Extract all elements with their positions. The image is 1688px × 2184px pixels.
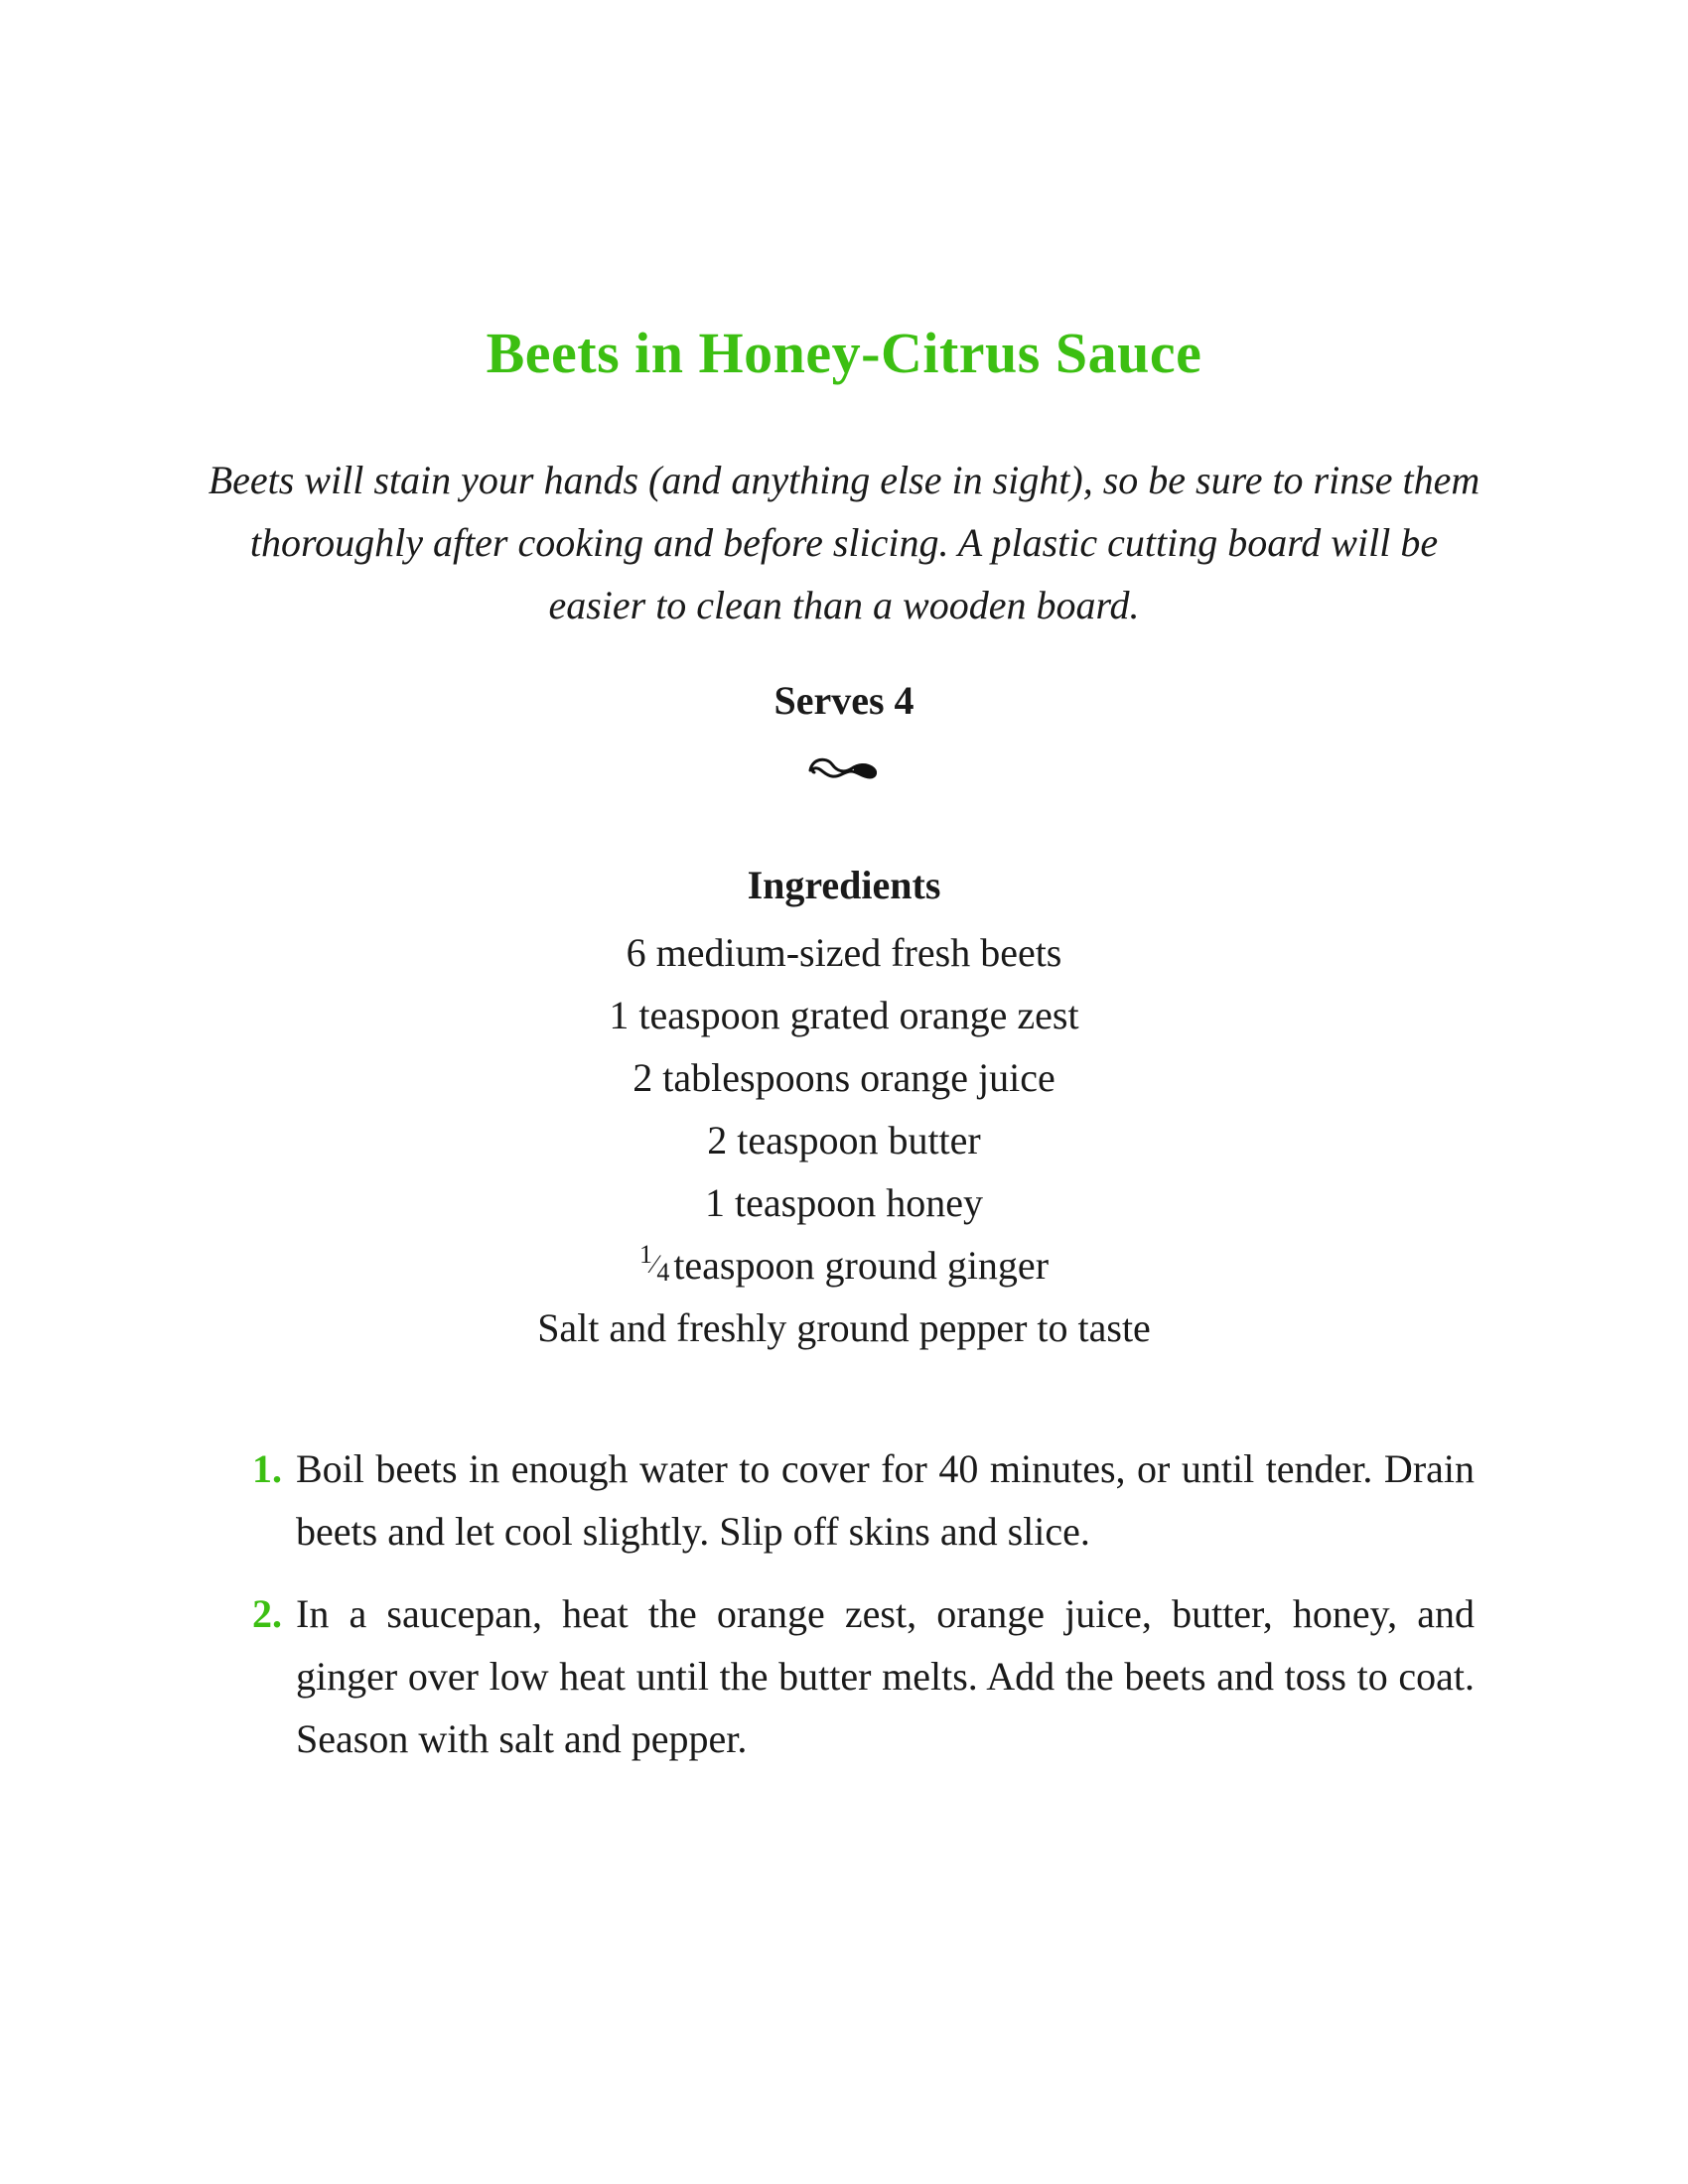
step-number: 1. [252, 1446, 282, 1491]
ingredient-text: Salt and freshly ground pepper to taste [537, 1305, 1151, 1350]
ingredient-text: teaspoon ground ginger [673, 1243, 1050, 1288]
instruction-step [248, 1437, 1475, 1563]
ingredients-heading: Ingredients [747, 863, 941, 907]
step-text: Boil beets in enough water to cover for 40 minutes, or until tender. Drain beets and let cool slightly. Slip off skins and slice. [296, 1446, 1475, 1554]
ingredient-text: 2 tablespoons orange juice [633, 1055, 1055, 1100]
ingredient-item [0, 1046, 1688, 1109]
fraction-numerator: 1 [638, 1240, 652, 1269]
ingredient-item [0, 921, 1688, 984]
ingredient-item [0, 1109, 1688, 1171]
ingredient-text: 6 medium-sized fresh beets [626, 930, 1062, 975]
step-number: 2. [252, 1591, 282, 1636]
instruction-step [248, 1582, 1475, 1770]
ingredient-text: 2 teaspoon butter [707, 1118, 981, 1162]
ingredients-list [0, 921, 1688, 1359]
recipe-title: Beets in Honey-Citrus Sauce [486, 321, 1202, 385]
ingredient-text: 1 teaspoon grated orange zest [609, 993, 1079, 1037]
fraction-slash: ⁄ [651, 1250, 657, 1279]
serves-label: Serves 4 [774, 678, 914, 723]
swash-ornament-icon [804, 747, 884, 786]
ingredient-item [0, 984, 1688, 1046]
fraction-denominator: 4 [656, 1258, 670, 1287]
ingredient-item [0, 1171, 1688, 1234]
ingredient-item [0, 1297, 1688, 1359]
ingredient-item [0, 1234, 1688, 1297]
instructions-list [248, 1437, 1475, 1790]
quarter-fraction [639, 1242, 669, 1286]
ingredient-text: 1 teaspoon honey [705, 1180, 983, 1225]
recipe-intro: Beets will stain your hands (and anything else in sight), so be sure to rinse them thoroughly after cooking and before slicing. A plastic cutting board will be easier to clean than a wooden board. [208, 458, 1480, 627]
step-text: In a saucepan, heat the orange zest, orange juice, butter, honey, and ginger over low heat until the butter melts. Add the beets and toss to coat. Season with salt and pepper. [296, 1591, 1475, 1761]
